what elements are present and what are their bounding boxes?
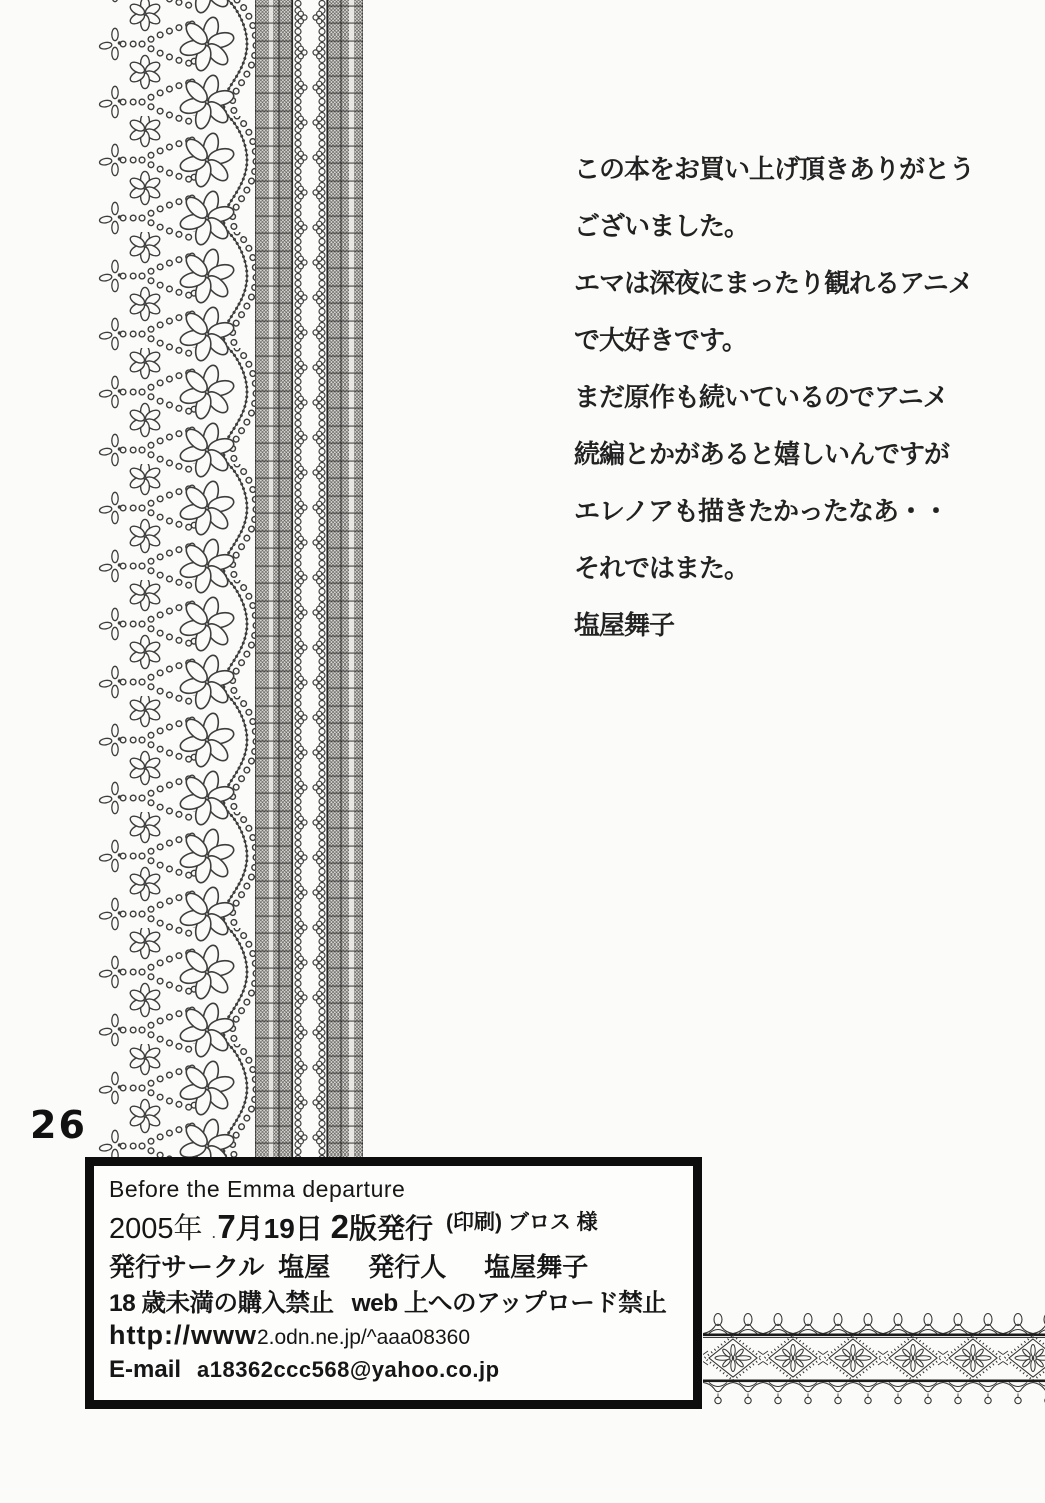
afterword-line: それではまた。 [574, 553, 750, 583]
edition-rest: 版発行 [348, 1213, 433, 1244]
afterword-line: エレノアも描きたかったなあ・・ [574, 496, 948, 526]
print-day-number: 7 [217, 1208, 236, 1245]
afterword-line: ございました。 [574, 211, 750, 241]
afterword-line: で大好きです。 [574, 325, 747, 355]
afterword-line: この本をお買い上げ頂きありがとう [574, 154, 975, 184]
left-lace-border [95, 0, 363, 1160]
age-restriction-notice: 18 歳未満の購入禁止 [109, 1290, 334, 1317]
person-label: 発行人 [368, 1252, 447, 1282]
stray-dot: . [211, 1222, 217, 1242]
edition-number: 2 [330, 1208, 349, 1245]
website-prefix: http://www [109, 1320, 257, 1350]
author-signature: 塩屋舞子 [574, 610, 675, 640]
afterword-block [574, 141, 994, 654]
email-label: E-mail [109, 1356, 182, 1383]
colophon-box [85, 1157, 702, 1409]
print-date-line [109, 1206, 433, 1247]
notice-line [109, 1284, 666, 1319]
website-rest: 2.odn.ne.jp/^aaa08360 [256, 1326, 471, 1349]
colophon-inner [94, 1166, 693, 1400]
circle-label: 発行サークル [109, 1252, 265, 1282]
print-day-rest: 月19日 [235, 1213, 323, 1244]
afterword-line: エマは深夜にまったり観れるアニメ [574, 268, 973, 298]
email-address: a18362ccc568@yahoo.co.jp [197, 1357, 500, 1382]
upload-ban-notice: web 上へのアップロード禁止 [351, 1290, 667, 1317]
email-line [109, 1356, 500, 1384]
afterword-line: 続編とかがあると嬉しいんですが [574, 439, 950, 469]
afterword-line: まだ原作も続いているのでアニメ [574, 382, 948, 412]
book-title: Before the Emma departure [109, 1176, 406, 1202]
printer-note: (印刷) ブロス 様 [446, 1211, 598, 1234]
page-number: 26 [30, 1103, 87, 1147]
publisher-line [109, 1247, 588, 1284]
person-name: 塩屋舞子 [484, 1252, 589, 1282]
bottom-lace-trim [703, 1312, 1045, 1412]
website-line [109, 1320, 470, 1351]
circle-name: 塩屋 [278, 1252, 331, 1282]
print-year: 2005年 [109, 1213, 203, 1245]
